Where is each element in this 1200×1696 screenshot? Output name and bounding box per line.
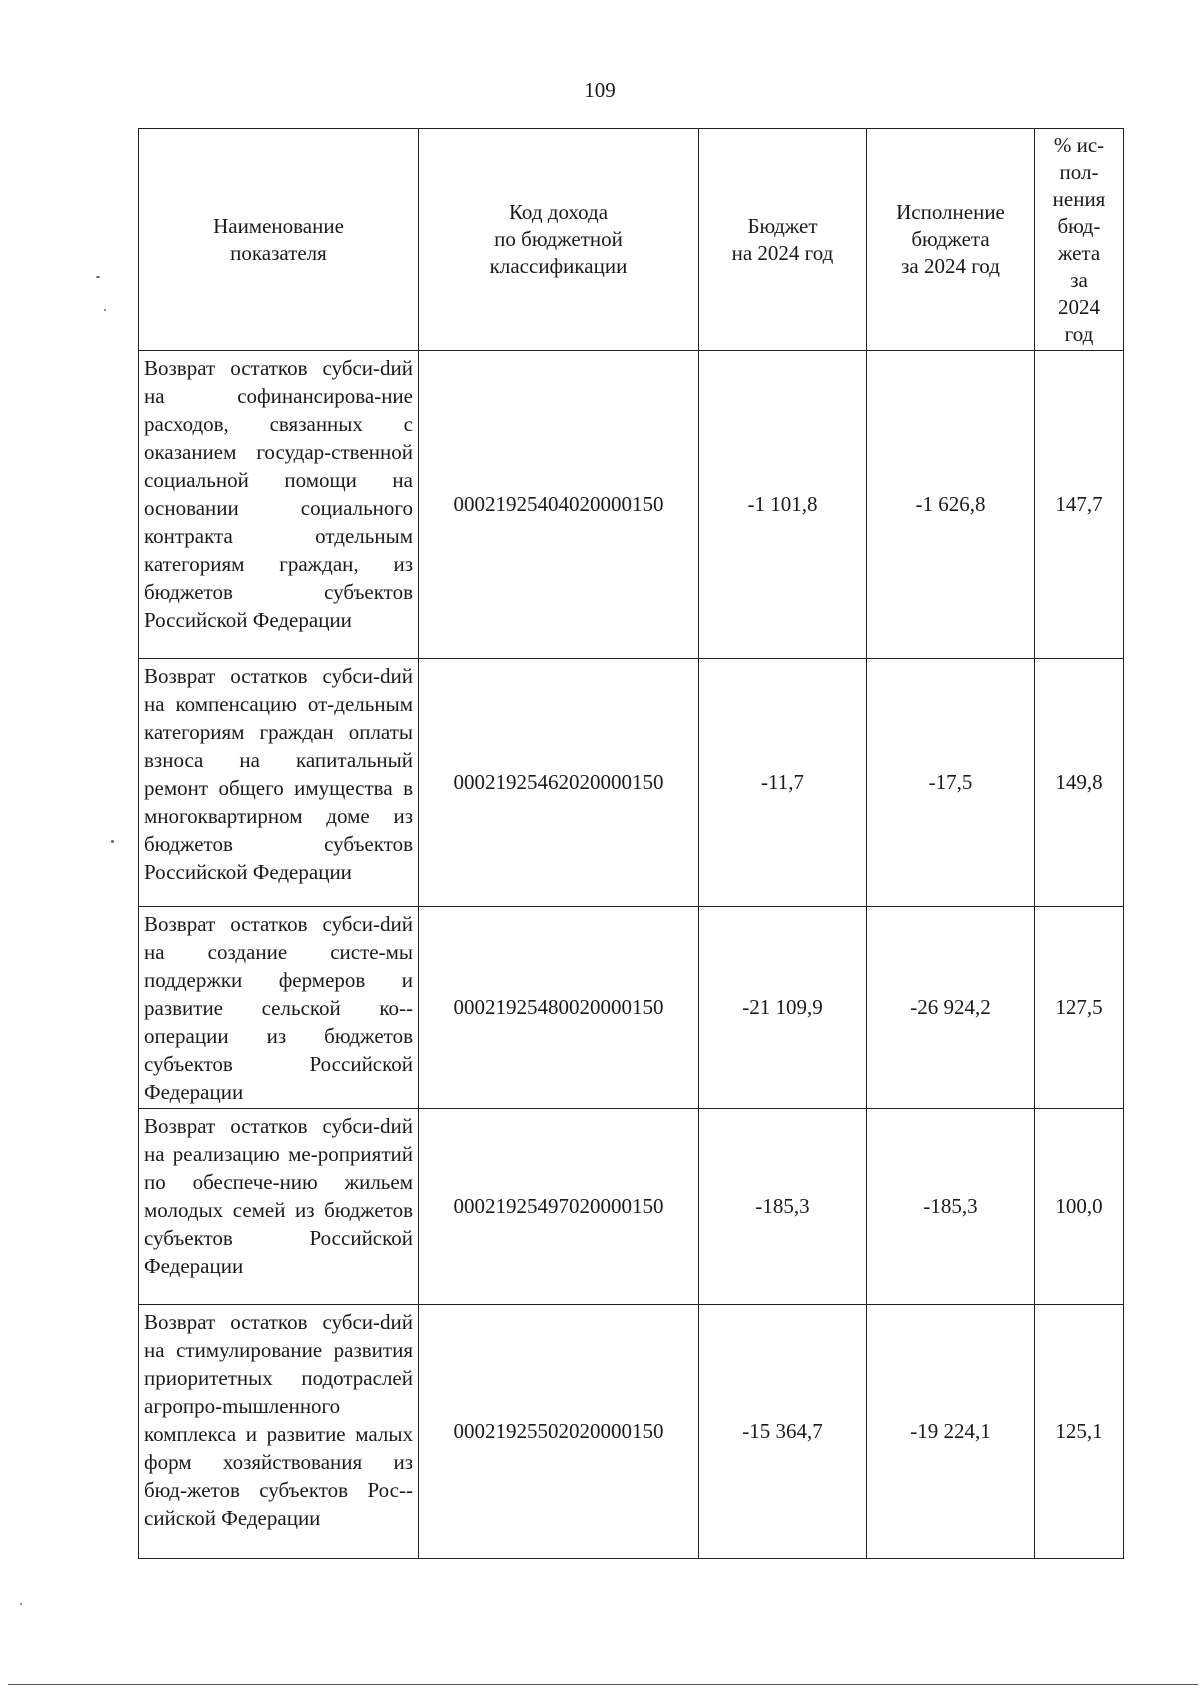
row-name: Возврат остатков субси-dий на создание систе-мы поддержки фермеров и развитие сельской ко-операции из бюджетов субъектов Российской Федерации: [139, 907, 419, 1109]
table-row: [139, 659, 1124, 907]
row-name: Возврат остатков субси-dий на стимулирование развития приоритетных подотраслей агропро-mышленного комплекса и развитие малых форм хозяйствования из бюд-жетов субъектов Рос-сийской Федерации: [139, 1305, 419, 1559]
budget-execution-table: [138, 128, 1124, 1559]
row-percent: 100,0: [1035, 1109, 1124, 1305]
table-header-row: [139, 129, 1124, 351]
page-bottom-rule: [8, 1684, 1198, 1685]
row-budget: -21 109,9: [699, 907, 867, 1109]
row-execution: -185,3: [867, 1109, 1035, 1305]
scan-speck: [104, 309, 106, 311]
table-row: [139, 1109, 1124, 1305]
row-code: 00021925480020000150: [419, 907, 699, 1109]
row-percent: 147,7: [1035, 351, 1124, 659]
table-row: [139, 1305, 1124, 1559]
header-execution: Исполнение бюджета за 2024 год: [867, 129, 1035, 351]
row-code: 00021925497020000150: [419, 1109, 699, 1305]
scan-speck: [96, 276, 100, 278]
scan-speck: [111, 840, 114, 843]
row-code: 00021925404020000150: [419, 351, 699, 659]
row-code: 00021925502020000150: [419, 1305, 699, 1559]
row-budget: -11,7: [699, 659, 867, 907]
row-budget: -1 101,8: [699, 351, 867, 659]
row-execution: -17,5: [867, 659, 1035, 907]
header-code: Код дохода по бюджетной классификации: [419, 129, 699, 351]
page-number: 109: [584, 78, 616, 102]
table-row: [139, 351, 1124, 659]
row-execution: -26 924,2: [867, 907, 1035, 1109]
row-code: 00021925462020000150: [419, 659, 699, 907]
header-name: Наименование показателя: [139, 129, 419, 351]
row-name: Возврат остатков субси-dий на компенсацию от-дельным категориям граждан оплаты взноса на капитальный ремонт общего имущества в многоквартирном доме из бюджетов субъектов Российской Федерации: [139, 659, 419, 907]
header-percent: % ис- пол- нения бюд- жета за 2024 год: [1035, 129, 1124, 351]
table-row: [139, 907, 1124, 1109]
row-budget: -185,3: [699, 1109, 867, 1305]
row-percent: 149,8: [1035, 659, 1124, 907]
scan-speck: [20, 1603, 22, 1605]
row-name: Возврат остатков субси-dий на софинансирова-ние расходов, связанных с оказанием государ-ственной социальной помощи на основании социального контракта отдельным категориям граждан, из бюджетов субъектов Российской Федерации: [139, 351, 419, 659]
row-budget: -15 364,7: [699, 1305, 867, 1559]
row-percent: 125,1: [1035, 1305, 1124, 1559]
row-execution: -1 626,8: [867, 351, 1035, 659]
header-budget: Бюджет на 2024 год: [699, 129, 867, 351]
row-execution: -19 224,1: [867, 1305, 1035, 1559]
row-percent: 127,5: [1035, 907, 1124, 1109]
row-name: Возврат остатков субси-dий на реализацию ме-роприятий по обеспече-нию жильем молодых семей из бюджетов субъектов Российской Федерации: [139, 1109, 419, 1305]
